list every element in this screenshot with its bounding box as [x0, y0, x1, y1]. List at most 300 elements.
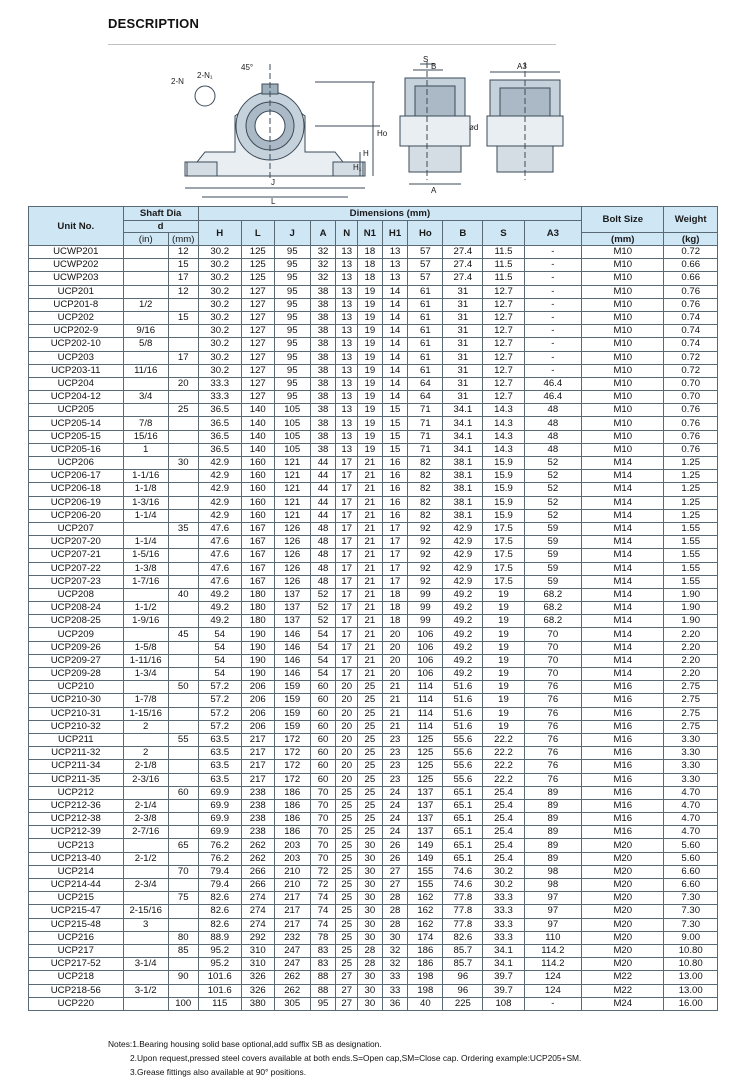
table-cell: 25: [336, 879, 358, 892]
table-cell: 52: [524, 496, 582, 509]
svg-text:2-N₁: 2-N₁: [197, 71, 213, 80]
table-cell: 30.2: [198, 259, 241, 272]
table-cell: [123, 272, 168, 285]
table-cell: 12.7: [483, 311, 524, 324]
table-cell: 30: [358, 984, 383, 997]
header-dimensions: Dimensions (mm): [198, 207, 582, 221]
table-cell: 217: [274, 918, 310, 931]
table-cell: 57: [408, 259, 443, 272]
header-col-l: L: [241, 221, 274, 246]
unit-no-cell: UCP218: [29, 971, 124, 984]
table-cell: 1.25: [664, 470, 718, 483]
table-cell: M20: [582, 852, 664, 865]
table-cell: 30.2: [198, 351, 241, 364]
table-cell: 149: [408, 839, 443, 852]
table-cell: 17: [382, 562, 408, 575]
table-cell: 17: [336, 668, 358, 681]
table-cell: 95.2: [198, 958, 241, 971]
table-cell: 12.7: [483, 325, 524, 338]
table-cell: 80: [168, 931, 198, 944]
table-cell: M14: [582, 522, 664, 535]
table-cell: 38: [310, 364, 336, 377]
unit-no-cell: UCP215-48: [29, 918, 124, 931]
table-cell: 17: [336, 496, 358, 509]
unit-no-cell: UCP211: [29, 733, 124, 746]
table-cell: 13.00: [664, 984, 718, 997]
table-cell: 4.70: [664, 813, 718, 826]
table-cell: 75: [168, 892, 198, 905]
table-cell: 22.2: [483, 760, 524, 773]
table-cell: [168, 615, 198, 628]
table-cell: M14: [582, 628, 664, 641]
table-cell: 30.2: [198, 364, 241, 377]
table-cell: 21: [358, 470, 383, 483]
table-cell: [168, 958, 198, 971]
table-cell: 217: [274, 892, 310, 905]
table-cell: M16: [582, 681, 664, 694]
table-cell: 1/2: [123, 298, 168, 311]
table-cell: 42.9: [198, 470, 241, 483]
unit-no-cell: UCP207-21: [29, 549, 124, 562]
table-row: [29, 984, 718, 997]
table-cell: 30.2: [198, 285, 241, 298]
table-cell: 54: [310, 641, 336, 654]
table-cell: 167: [241, 536, 274, 549]
table-cell: 30: [382, 931, 408, 944]
table-cell: 25: [358, 720, 383, 733]
table-cell: M10: [582, 246, 664, 259]
table-cell: [168, 549, 198, 562]
unit-no-cell: UCP206-18: [29, 483, 124, 496]
table-cell: M14: [582, 602, 664, 615]
table-cell: M10: [582, 443, 664, 456]
table-cell: 32: [310, 272, 336, 285]
table-cell: 159: [274, 681, 310, 694]
table-cell: 17.5: [483, 536, 524, 549]
table-cell: 20: [336, 733, 358, 746]
table-cell: 19: [483, 720, 524, 733]
table-cell: 22.2: [483, 747, 524, 760]
table-cell: 25: [336, 892, 358, 905]
table-cell: 69.9: [198, 813, 241, 826]
table-cell: 64: [408, 391, 443, 404]
table-cell: 1.90: [664, 602, 718, 615]
table-cell: 14: [382, 391, 408, 404]
table-cell: M20: [582, 892, 664, 905]
table-cell: M20: [582, 865, 664, 878]
table-row: [29, 997, 718, 1010]
table-cell: 17: [336, 522, 358, 535]
table-cell: 106: [408, 668, 443, 681]
table-cell: 74: [310, 892, 336, 905]
table-cell: 60: [310, 681, 336, 694]
table-cell: 114: [408, 681, 443, 694]
table-cell: 61: [408, 338, 443, 351]
header-d: d: [123, 221, 198, 233]
table-cell: 61: [408, 351, 443, 364]
table-cell: 25: [358, 786, 383, 799]
table-cell: 105: [274, 404, 310, 417]
table-cell: 203: [274, 852, 310, 865]
table-cell: 95: [274, 246, 310, 259]
table-cell: 17: [168, 272, 198, 285]
table-row: [29, 430, 718, 443]
notes: [108, 1037, 581, 1079]
table-cell: 19: [358, 443, 383, 456]
table-cell: 14.3: [483, 430, 524, 443]
table-cell: 34.1: [483, 958, 524, 971]
table-cell: 20: [382, 654, 408, 667]
table-cell: 17: [336, 483, 358, 496]
table-cell: 180: [241, 615, 274, 628]
unit-no-cell: UCP202-9: [29, 325, 124, 338]
table-cell: 38.1: [443, 496, 483, 509]
table-cell: 266: [241, 865, 274, 878]
table-cell: [168, 799, 198, 812]
table-cell: 65.1: [443, 852, 483, 865]
table-cell: 49.2: [198, 602, 241, 615]
table-cell: [168, 852, 198, 865]
table-cell: 21: [358, 483, 383, 496]
table-cell: 60: [310, 760, 336, 773]
table-cell: 38: [310, 404, 336, 417]
table-cell: 38.1: [443, 457, 483, 470]
table-cell: 14.3: [483, 404, 524, 417]
table-cell: 14: [382, 325, 408, 338]
table-cell: 12.7: [483, 285, 524, 298]
table-cell: 31: [443, 285, 483, 298]
table-cell: 52: [310, 602, 336, 615]
table-cell: 17: [336, 615, 358, 628]
table-cell: 13: [336, 430, 358, 443]
unit-no-cell: UCP214: [29, 865, 124, 878]
table-cell: 0.76: [664, 285, 718, 298]
unit-no-cell: UCP212-38: [29, 813, 124, 826]
table-cell: 17: [168, 351, 198, 364]
table-row: [29, 958, 718, 971]
table-cell: 25: [358, 826, 383, 839]
table-cell: 31: [443, 364, 483, 377]
table-cell: 13: [336, 391, 358, 404]
table-row: [29, 338, 718, 351]
svg-text:L: L: [271, 197, 276, 206]
table-cell: 76: [524, 760, 582, 773]
table-cell: 115: [198, 997, 241, 1010]
table-cell: 30.2: [198, 311, 241, 324]
table-cell: 25.4: [483, 786, 524, 799]
table-cell: 1.55: [664, 522, 718, 535]
table-cell: M16: [582, 773, 664, 786]
table-row: [29, 971, 718, 984]
unit-no-cell: UCP201: [29, 285, 124, 298]
table-cell: 1-1/8: [123, 483, 168, 496]
unit-no-cell: UCP212-39: [29, 826, 124, 839]
table-cell: 1-7/8: [123, 694, 168, 707]
table-cell: 3/4: [123, 391, 168, 404]
table-cell: 48: [524, 404, 582, 417]
table-cell: 30.2: [198, 325, 241, 338]
table-cell: 52: [524, 457, 582, 470]
table-cell: 190: [241, 654, 274, 667]
table-cell: 1.90: [664, 588, 718, 601]
table-row: [29, 272, 718, 285]
unit-no-cell: UCP205: [29, 404, 124, 417]
table-cell: 92: [408, 575, 443, 588]
table-cell: 18: [358, 272, 383, 285]
svg-text:ød: ød: [469, 123, 479, 132]
table-cell: 68.2: [524, 588, 582, 601]
table-cell: [123, 865, 168, 878]
table-cell: 21: [358, 496, 383, 509]
table-cell: 70: [524, 654, 582, 667]
table-cell: 146: [274, 641, 310, 654]
table-cell: 44: [310, 496, 336, 509]
table-row: [29, 259, 718, 272]
table-row: [29, 483, 718, 496]
table-cell: 55.6: [443, 760, 483, 773]
table-cell: 44: [310, 483, 336, 496]
table-cell: 32: [310, 259, 336, 272]
table-cell: 54: [198, 641, 241, 654]
cover-view-drawing: [487, 62, 563, 180]
table-cell: 52: [310, 588, 336, 601]
table-cell: [168, 826, 198, 839]
table-cell: 51.6: [443, 681, 483, 694]
table-cell: 198: [408, 984, 443, 997]
table-cell: 19: [358, 338, 383, 351]
table-row: [29, 681, 718, 694]
table-cell: 42.9: [443, 575, 483, 588]
table-cell: 70: [310, 813, 336, 826]
table-cell: 6.60: [664, 879, 718, 892]
table-cell: 27.4: [443, 246, 483, 259]
table-cell: 126: [274, 549, 310, 562]
unit-no-cell: UCP207-20: [29, 536, 124, 549]
table-cell: 17: [336, 536, 358, 549]
unit-no-cell: UCWP202: [29, 259, 124, 272]
table-cell: 19: [358, 311, 383, 324]
table-cell: 57: [408, 272, 443, 285]
table-cell: 16: [382, 496, 408, 509]
table-cell: 10.80: [664, 958, 718, 971]
table-cell: 63.5: [198, 773, 241, 786]
table-cell: 27: [382, 879, 408, 892]
table-cell: 12.7: [483, 351, 524, 364]
table-cell: 160: [241, 509, 274, 522]
table-cell: 16: [382, 457, 408, 470]
table-row: [29, 549, 718, 562]
table-cell: 19: [358, 325, 383, 338]
unit-no-cell: UCP213: [29, 839, 124, 852]
table-row: [29, 733, 718, 746]
table-cell: 172: [274, 747, 310, 760]
table-cell: 11.5: [483, 246, 524, 259]
table-cell: 17.5: [483, 549, 524, 562]
table-cell: 38: [310, 298, 336, 311]
table-cell: 21: [358, 628, 383, 641]
table-cell: 2.75: [664, 707, 718, 720]
table-cell: 13: [336, 417, 358, 430]
table-cell: 22.2: [483, 733, 524, 746]
table-cell: 13: [336, 311, 358, 324]
note-1: Notes:1.Bearing housing solid base optional,add suffix SB as designation.: [108, 1039, 382, 1049]
table-cell: 60: [310, 694, 336, 707]
table-cell: -: [524, 298, 582, 311]
table-cell: 77.8: [443, 892, 483, 905]
header-col-a: A: [310, 221, 336, 246]
table-cell: 83: [310, 944, 336, 957]
table-cell: 99: [408, 602, 443, 615]
table-cell: M14: [582, 549, 664, 562]
table-cell: 20: [336, 720, 358, 733]
table-cell: 70: [524, 668, 582, 681]
specification-table: [28, 206, 718, 1011]
unit-no-cell: UCP208-25: [29, 615, 124, 628]
table-cell: 380: [241, 997, 274, 1010]
table-cell: 35: [168, 522, 198, 535]
table-row: [29, 773, 718, 786]
table-cell: 17: [336, 575, 358, 588]
table-cell: 114.2: [524, 958, 582, 971]
table-cell: 46.4: [524, 391, 582, 404]
table-cell: M16: [582, 760, 664, 773]
table-cell: 25: [358, 681, 383, 694]
unit-no-cell: UCP220: [29, 997, 124, 1010]
table-cell: 82.6: [443, 931, 483, 944]
table-cell: 24: [382, 826, 408, 839]
table-cell: 137: [408, 813, 443, 826]
table-cell: 96: [443, 984, 483, 997]
table-cell: 52: [524, 509, 582, 522]
table-cell: 63.5: [198, 760, 241, 773]
table-cell: 42.9: [443, 549, 483, 562]
table-cell: 18: [382, 615, 408, 628]
table-cell: [123, 351, 168, 364]
table-cell: 140: [241, 404, 274, 417]
table-row: [29, 522, 718, 535]
table-cell: 42.9: [198, 509, 241, 522]
table-cell: [123, 786, 168, 799]
table-cell: M10: [582, 377, 664, 390]
table-cell: 162: [408, 905, 443, 918]
table-cell: 17.5: [483, 522, 524, 535]
table-cell: 1.55: [664, 536, 718, 549]
table-cell: 95: [274, 351, 310, 364]
table-cell: 30: [358, 839, 383, 852]
table-cell: [168, 773, 198, 786]
unit-no-cell: UCP209: [29, 628, 124, 641]
table-cell: 13: [336, 259, 358, 272]
table-cell: 61: [408, 325, 443, 338]
table-cell: M10: [582, 430, 664, 443]
note-2: 2.Upon request,pressed steel covers available at both ends.S=Open cap,SM=Close cap. Ordering example:UCP205+SM.: [130, 1053, 582, 1063]
table-cell: 262: [274, 971, 310, 984]
table-cell: 20: [382, 628, 408, 641]
table-cell: 77.8: [443, 905, 483, 918]
table-cell: M14: [582, 470, 664, 483]
table-cell: 30: [168, 457, 198, 470]
table-cell: [168, 575, 198, 588]
table-cell: 25: [358, 799, 383, 812]
table-cell: 16: [382, 470, 408, 483]
table-cell: 42.9: [198, 496, 241, 509]
table-cell: 114: [408, 720, 443, 733]
table-cell: 54: [310, 668, 336, 681]
table-cell: 20: [168, 377, 198, 390]
table-cell: 186: [274, 813, 310, 826]
table-cell: 19: [483, 588, 524, 601]
table-cell: 124: [524, 984, 582, 997]
table-cell: 48: [524, 430, 582, 443]
table-cell: 3-1/2: [123, 984, 168, 997]
unit-no-cell: UCP214-44: [29, 879, 124, 892]
table-cell: 3-1/4: [123, 958, 168, 971]
table-cell: 30: [358, 892, 383, 905]
table-cell: -: [524, 311, 582, 324]
unit-no-cell: UCP204-12: [29, 391, 124, 404]
table-cell: 247: [274, 944, 310, 957]
table-cell: 19: [483, 668, 524, 681]
table-cell: 292: [241, 931, 274, 944]
table-cell: 71: [408, 443, 443, 456]
unit-no-cell: UCP215: [29, 892, 124, 905]
table-cell: 20: [336, 707, 358, 720]
table-cell: 125: [408, 773, 443, 786]
header-bolt-unit: (mm): [582, 233, 664, 246]
table-cell: 31: [443, 311, 483, 324]
table-cell: 1-5/16: [123, 549, 168, 562]
table-cell: 108: [483, 997, 524, 1010]
table-cell: 2.75: [664, 694, 718, 707]
table-cell: 60: [168, 786, 198, 799]
table-cell: 30: [358, 865, 383, 878]
table-cell: 25: [336, 958, 358, 971]
header-col-h: H: [198, 221, 241, 246]
table-cell: M24: [582, 997, 664, 1010]
table-cell: 2.75: [664, 720, 718, 733]
table-cell: 3.30: [664, 747, 718, 760]
table-row: [29, 391, 718, 404]
table-cell: [168, 430, 198, 443]
unit-no-cell: UCP203-11: [29, 364, 124, 377]
table-cell: 49.2: [443, 628, 483, 641]
table-row: [29, 879, 718, 892]
table-cell: M14: [582, 575, 664, 588]
table-cell: 13: [382, 272, 408, 285]
table-cell: 95: [310, 997, 336, 1010]
table-cell: 31: [443, 351, 483, 364]
unit-no-cell: UCP212: [29, 786, 124, 799]
table-cell: 125: [408, 733, 443, 746]
table-cell: 17: [382, 536, 408, 549]
table-cell: 36.5: [198, 430, 241, 443]
table-cell: 3.30: [664, 773, 718, 786]
table-cell: 57: [408, 246, 443, 259]
table-cell: 59: [524, 549, 582, 562]
table-cell: 0.74: [664, 311, 718, 324]
header-col-h1: H1: [382, 221, 408, 246]
svg-text:B: B: [431, 62, 437, 71]
table-cell: 48: [524, 443, 582, 456]
table-cell: 305: [274, 997, 310, 1010]
table-cell: 146: [274, 628, 310, 641]
table-cell: 21: [358, 615, 383, 628]
table-cell: 0.72: [664, 351, 718, 364]
table-cell: 0.66: [664, 272, 718, 285]
table-cell: 51.6: [443, 694, 483, 707]
table-cell: 0.76: [664, 417, 718, 430]
table-cell: 44: [310, 470, 336, 483]
